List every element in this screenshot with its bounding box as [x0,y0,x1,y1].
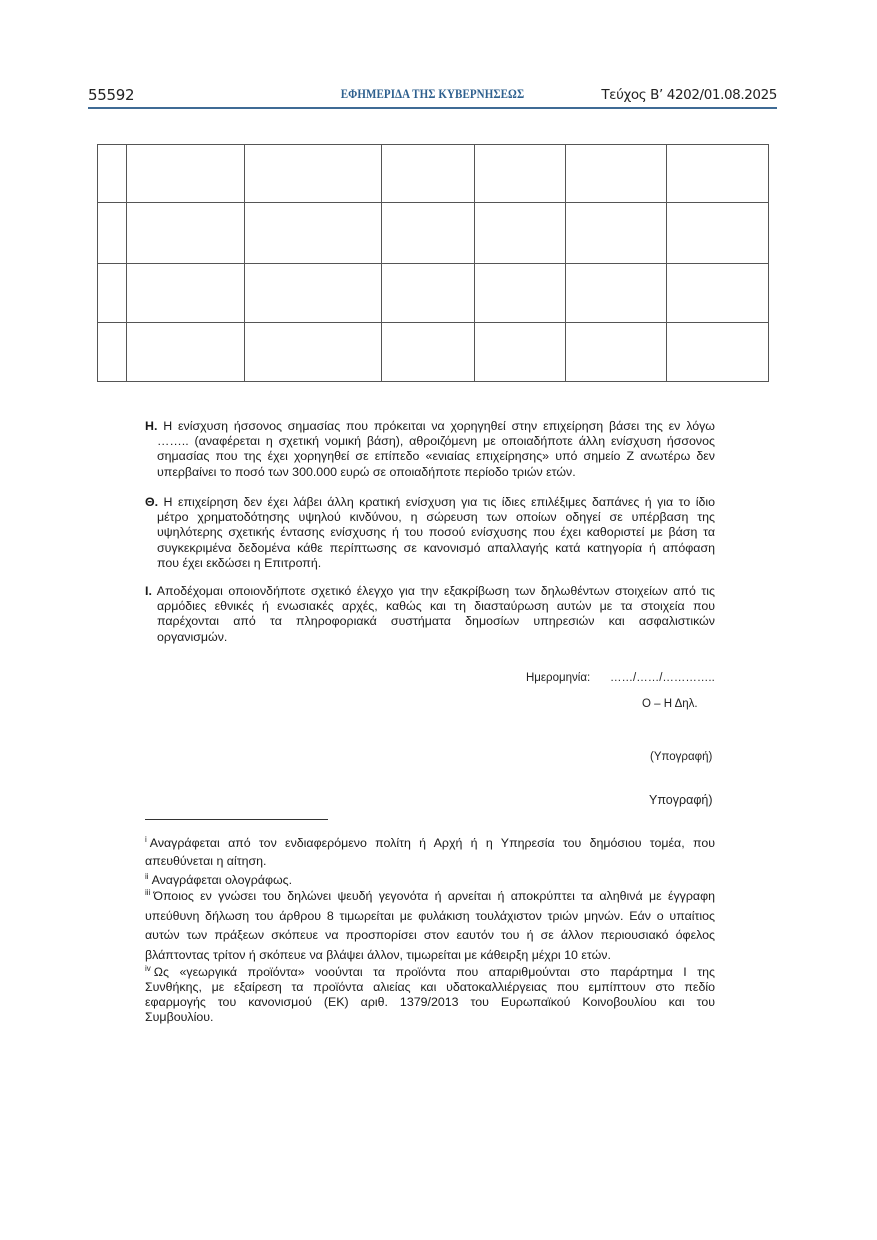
section-line: οργανισμών. [157,629,228,644]
footnote-line: $^{ii}$ Αναγράφεται ολογράφως. [145,871,293,887]
table-cell [382,264,475,323]
issue-reference: Τεύχος Β’ 4202/01.08.2025 [601,87,777,103]
table-cell [98,264,127,323]
footnote-line: Συνθήκης, με εξαίρεση τα προϊόντα αλιείας και υδατοκαλλιέργειας που εμπίπτουν στο πεδίο [145,980,715,994]
table-cell [245,145,382,203]
section-line: υπερβαίνει το ποσό των 300.000 ευρώ σε οποιαδήποτε περίοδο τριών ετών. [157,464,576,479]
page-header [88,86,777,108]
table-row [98,145,769,203]
footnote-line: υπεύθυνη δήλωση του άρθρου 8 τιμωρείται με φυλάκιση τουλάχιστον τριών μηνών. Εάν ο υπαίτιος [145,908,715,923]
date-label: Ημερομηνία: [526,672,591,684]
table-cell [382,203,475,264]
footnote-marker: iv [145,963,151,973]
header-rule [88,107,777,109]
table-cell [98,145,127,203]
table-cell [566,323,667,382]
section-label: Ι. [145,584,152,598]
table-cell [382,145,475,203]
section-line: που έχει εκδώσει η Επιτροπή. [157,555,322,570]
footnote-line: απευθύνεται η αίτηση. [145,854,267,868]
table-cell [566,145,667,203]
declarant-label: Ο – Η Δηλ. [642,698,698,710]
section-line: παρέχονται από τα πληροφοριακά συστήματα δημοσίων υπηρεσιών και ασφαλιστικών [157,614,715,629]
table-row [98,203,769,264]
section-h [145,419,715,480]
section-line: Ι. Αποδέχομαι οποιονδήποτε σχετικό έλεγχο για την εξακρίβωση των δηλωθέντων στοιχείων από τις [145,584,715,598]
footnote-line: βλάπτοντας τρίτον ή σκόπευε να βλάψει άλλον, τιμωρείται με κάθειρξη μέχρι 10 ετών. [145,947,611,962]
gazette-title: ΕΦΗΜΕΡΙΔΑ ΤΗΣ ΚΥΒΕΡΝΗΣΕΩΣ [340,87,525,101]
date-field: ……/……/………….. [610,672,715,684]
empty-form-table [97,144,769,382]
table-cell [245,203,382,264]
section-line: αρμόδιες εθνικές ή ενωσιακές αρχές, καθώς και τη διασταύρωση αυτών με τα στοιχεία που [157,599,715,614]
footnote-line: αυτών των πράξεων σκόπευε να προσπορίσει στον εαυτόν του ή σε άλλον περιουσιακό όφελος [145,928,715,942]
table-cell [127,323,245,382]
section-theta [145,495,715,571]
table-cell [382,323,475,382]
footnote-line: $^{iii}$ Όποιος εν γνώσει του δηλώνει ψευδή γεγονότα ή αρνείται ή αποκρύπτει τα αληθινά με έγγραφη [145,887,715,903]
page-number: 55592 [88,86,135,104]
table-cell [245,323,382,382]
table-cell [475,145,566,203]
table-cell [475,203,566,264]
section-line: σημασίας που της έχει χορηγηθεί σε επίπεδο «ενιαίας επιχείρησης» υπό σημείο Ζ ανωτέρω δεν [157,449,715,464]
table-cell [245,264,382,323]
table-cell [566,264,667,323]
table-cell [127,145,245,203]
section-line: …….. (αναφέρεται η σχετική νομική βάση), αθροιζόμενη με οποιαδήποτε άλλη ενίσχυση ήσσονος [157,434,715,449]
table-cell [127,203,245,264]
footnote-iii [145,887,715,965]
footnote-line: $^{iv}$ Ως «γεωργικά προϊόντα» νοούνται τα προϊόντα που απαριθμούνται στο παράρτημα Ι της [145,963,715,979]
table-cell [667,145,769,203]
table-cell [98,203,127,264]
section-line: Η. Η ενίσχυση ήσσονος σημασίας που πρόκειται να χορηγηθεί στην επιχείρηση βάσει της εν λόγω [145,419,715,433]
table-cell [667,264,769,323]
footnote-iv [145,965,715,1025]
section-label: Η. [145,419,158,433]
footnote-i [145,834,715,870]
section-line: Θ. Η επιχείρηση δεν έχει λάβει άλλη κρατική ενίσχυση για τις ίδιες επιλέξιμες δαπάνες ή για το ίδιο [145,495,715,509]
signature-label-2: Υπογραφή) [649,793,713,807]
table-cell [98,323,127,382]
footnote-rule [145,819,328,820]
footnote-line: Συμβουλίου. [145,1010,214,1024]
footnote-marker: ii [145,871,149,881]
table-row [98,323,769,382]
table-cell [127,264,245,323]
table-row [98,264,769,323]
section-label: Θ. [145,495,159,509]
section-line: μέτρο χρηματοδότησης υψηλού κινδύνου, η σώρευση των οποίων οδηγεί σε υπέρβαση της [157,510,715,525]
section-iota [145,584,715,645]
footnote-marker: i [145,834,147,844]
signature-label: (Υπογραφή) [650,751,713,763]
table-cell [566,203,667,264]
table-cell [475,264,566,323]
footnote-line: $^i$ Αναγράφεται από τον ενδιαφερόμενο πολίτη ή Αρχή ή η Υπηρεσία του δημόσιου τομέα, που [145,834,715,850]
table-cell [667,203,769,264]
footnote-marker: iii [145,887,151,897]
section-line: συγκεκριμένα δεδομένα κάθε περίπτωσης σε κανονισμό απαλλαγής κατά κατηγορία ή απόφαση [157,540,715,555]
table-cell [475,323,566,382]
section-line: υψηλότερης σχετικής έντασης ενίσχυσης ή του ποσού ενίσχυσης που έχει καθοριστεί με βάση τα [157,525,715,540]
footnote-line: εφαρμογής του κανονισμού (ΕΚ) αριθ. 1379/2013 του Ευρωπαϊκού Κοινοβουλίου και του [145,995,715,1009]
table-cell [667,323,769,382]
